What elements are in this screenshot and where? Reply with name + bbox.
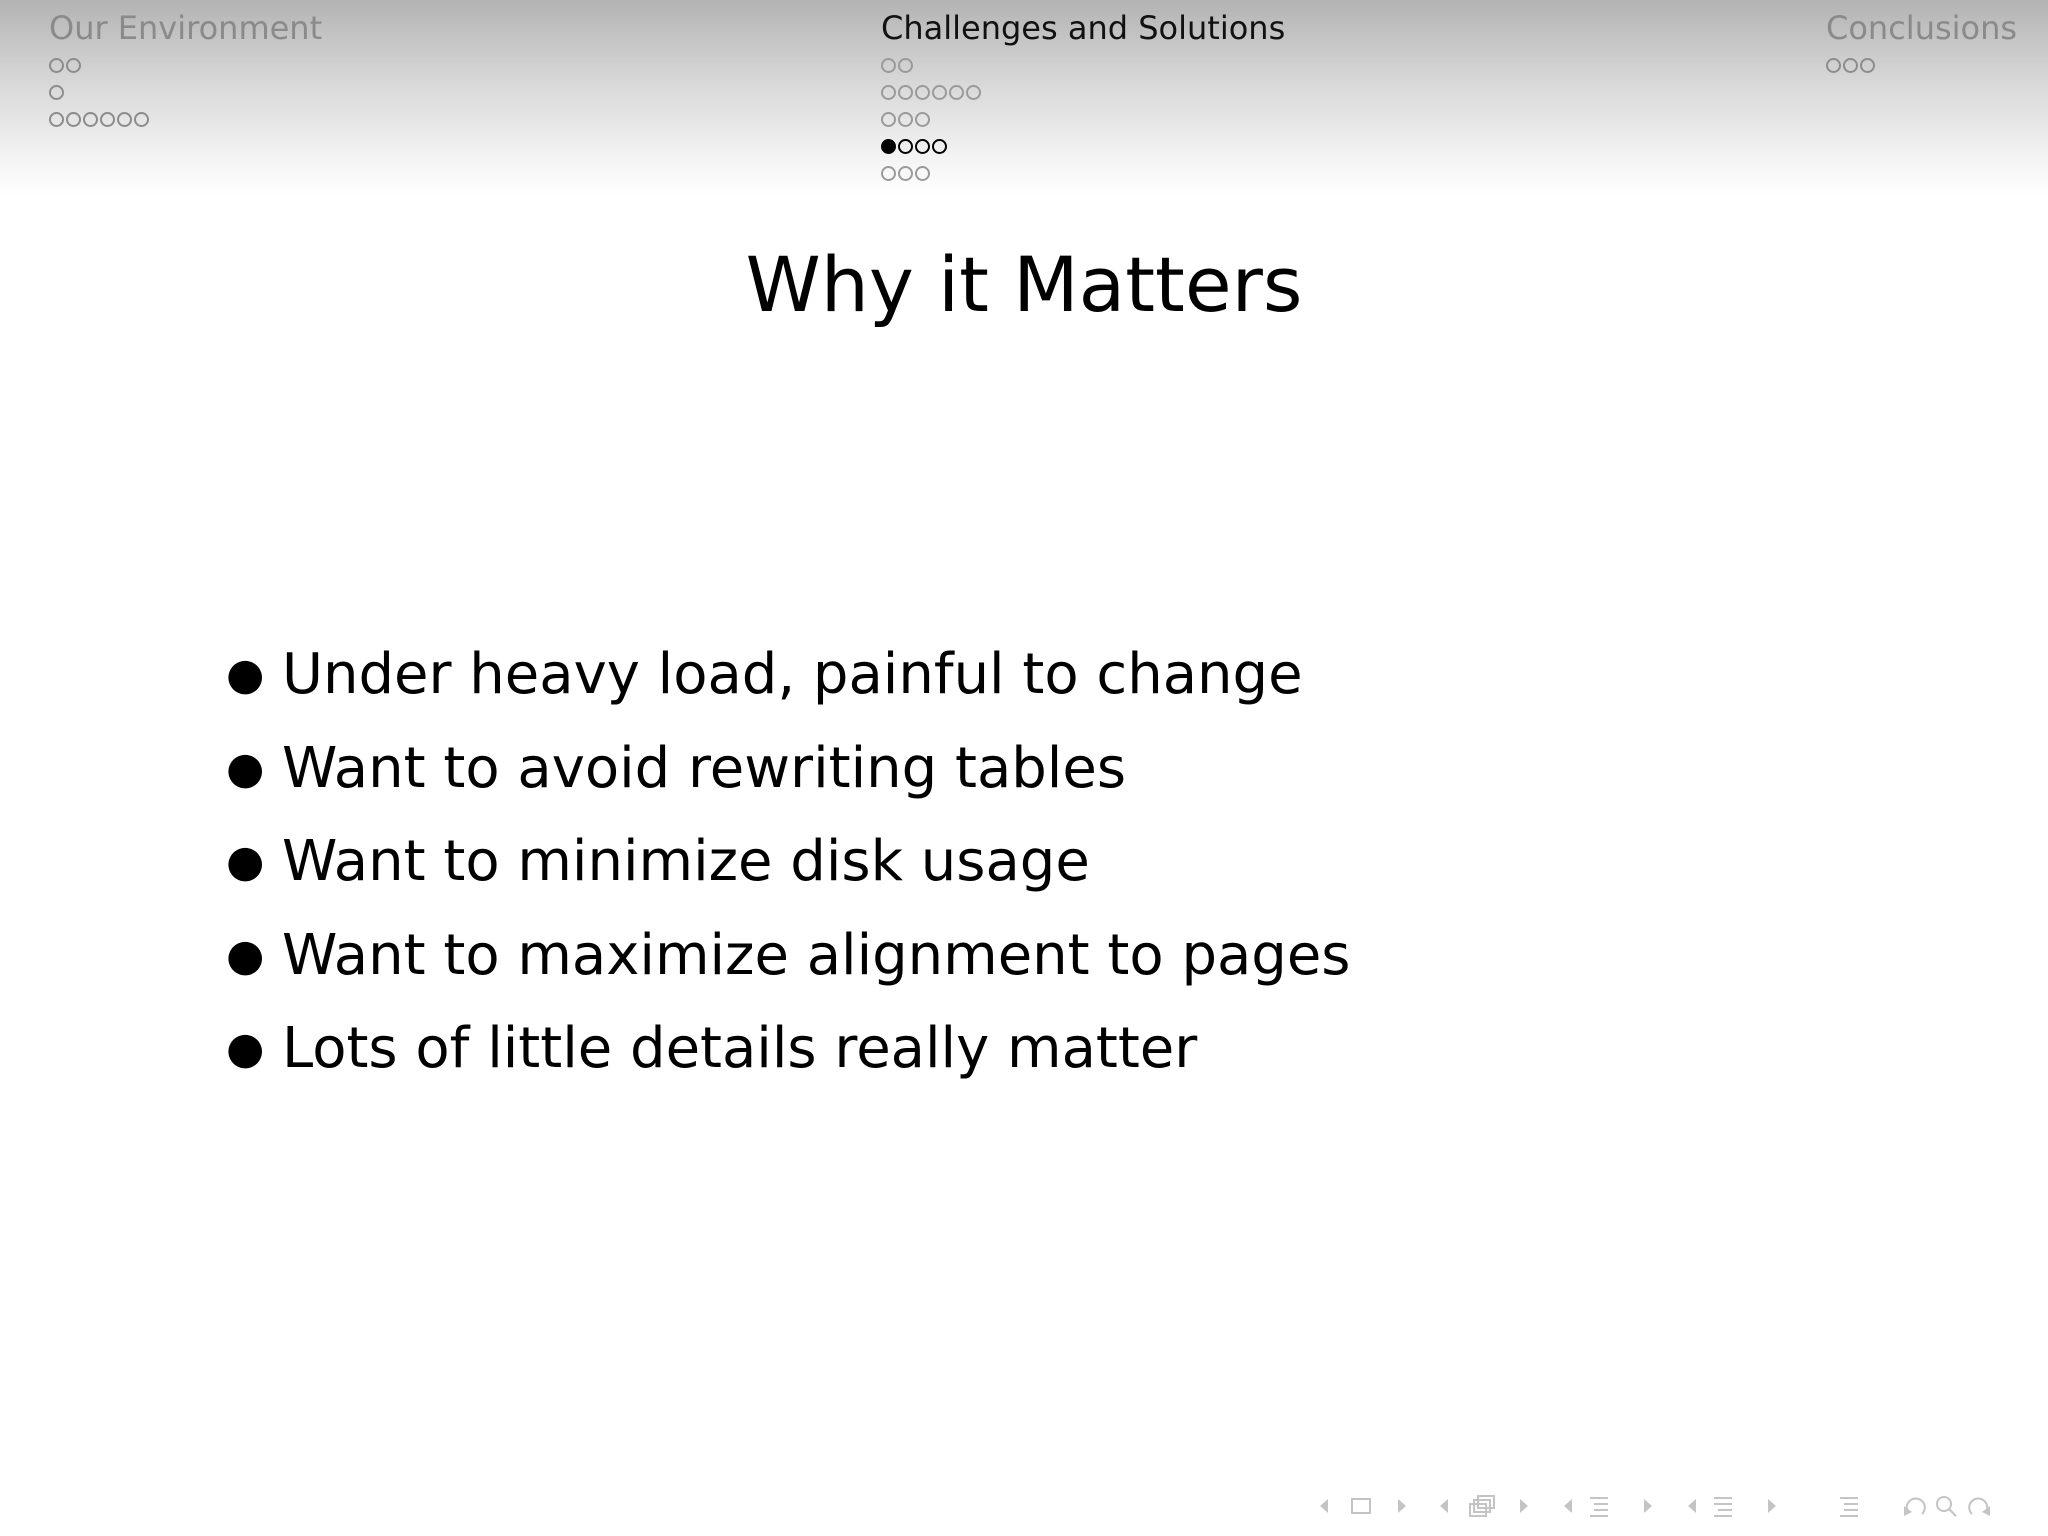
frame-dot-icon[interactable] (881, 58, 896, 73)
frame-title: Why it Matters (745, 240, 1303, 329)
frame-dot-icon[interactable] (881, 166, 896, 181)
nav-subsection-row[interactable] (49, 106, 322, 133)
bullet-icon: ● (226, 1023, 265, 1075)
bullet-text: Want to avoid rewriting tables (282, 735, 1126, 801)
nav-section-title[interactable]: Our Environment (49, 9, 323, 47)
frame-dot-icon[interactable] (49, 58, 64, 73)
frame-dot-icon[interactable] (100, 112, 115, 127)
frame-dot-icon[interactable] (966, 85, 981, 100)
slide-nav-icon[interactable] (1320, 1499, 1406, 1513)
frame-dot-icon[interactable] (134, 112, 149, 127)
bullet-icon: ● (226, 742, 265, 794)
frame-dot-icon[interactable] (881, 139, 896, 154)
nav-subsection-dots (881, 52, 1285, 187)
list-item (226, 815, 1350, 909)
frame-dot-icon[interactable] (66, 112, 81, 127)
frame-dot-icon[interactable] (66, 58, 81, 73)
frame-dot-icon[interactable] (932, 85, 947, 100)
frame-dot-icon[interactable] (915, 85, 930, 100)
frame-dot-icon[interactable] (881, 85, 896, 100)
frame-dot-icon[interactable] (1826, 58, 1841, 73)
nav-subsection-row[interactable] (881, 79, 1285, 106)
frame-dot-icon[interactable] (49, 85, 64, 100)
nav-section-challenges-and-solutions[interactable] (881, 8, 1285, 187)
frame-dot-icon[interactable] (83, 112, 98, 127)
frame-dot-icon[interactable] (898, 139, 913, 154)
navigation-header (0, 0, 2048, 196)
frame-dot-icon[interactable] (898, 112, 913, 127)
frame-dot-icon[interactable] (949, 85, 964, 100)
bullet-text: Want to maximize alignment to pages (282, 922, 1351, 988)
frame-dot-icon[interactable] (898, 85, 913, 100)
list-item (226, 1002, 1350, 1096)
nav-subsection-row[interactable] (881, 160, 1285, 187)
bullet-text: Under heavy load, painful to change (282, 642, 1303, 708)
bullet-icon: ● (226, 836, 265, 888)
bullet-text: Want to minimize disk usage (282, 829, 1090, 895)
frame-dot-icon[interactable] (881, 112, 896, 127)
document-nav-icon[interactable] (1840, 1498, 1858, 1516)
nav-section-conclusions[interactable] (1826, 8, 2017, 79)
bullet-icon: ● (226, 649, 265, 701)
frame-dot-icon[interactable] (915, 139, 930, 154)
beamer-navigation-symbols (1310, 1488, 2030, 1524)
subsection-nav-icon[interactable] (1564, 1498, 1652, 1516)
frame-dot-icon[interactable] (915, 112, 930, 127)
nav-subsection-row[interactable] (881, 106, 1285, 133)
nav-subsection-dots (1826, 52, 2017, 79)
navigation-symbols-svg (1310, 1488, 2030, 1524)
nav-subsection-dots (49, 52, 322, 133)
bullet-list (226, 628, 1350, 1096)
nav-subsection-row[interactable] (49, 79, 322, 106)
nav-subsection-row[interactable] (881, 52, 1285, 79)
frame-dot-icon[interactable] (1843, 58, 1858, 73)
nav-section-title[interactable]: Challenges and Solutions (881, 9, 1286, 47)
frame-dot-icon[interactable] (117, 112, 132, 127)
nav-subsection-row[interactable] (881, 133, 1285, 160)
frame-dot-icon[interactable] (1860, 58, 1875, 73)
list-item (226, 722, 1350, 816)
frame-dot-icon[interactable] (915, 166, 930, 181)
bullet-icon: ● (226, 929, 265, 981)
nav-subsection-row[interactable] (49, 52, 322, 79)
nav-subsection-row[interactable] (1826, 52, 2017, 79)
section-nav-icon[interactable] (1688, 1498, 1776, 1516)
list-item (226, 628, 1350, 722)
frame-dot-icon[interactable] (932, 139, 947, 154)
frame-nav-icon[interactable] (1440, 1496, 1528, 1516)
list-item (226, 909, 1350, 1003)
bullet-text: Lots of little details really matter (282, 1016, 1198, 1082)
frame-dot-icon[interactable] (898, 58, 913, 73)
frame-dot-icon[interactable] (49, 112, 64, 127)
back-forward-search-icons[interactable] (1904, 1497, 1990, 1516)
frame-dot-icon[interactable] (898, 166, 913, 181)
nav-section-our-environment[interactable] (49, 8, 322, 133)
nav-section-title[interactable]: Conclusions (1826, 9, 2018, 47)
